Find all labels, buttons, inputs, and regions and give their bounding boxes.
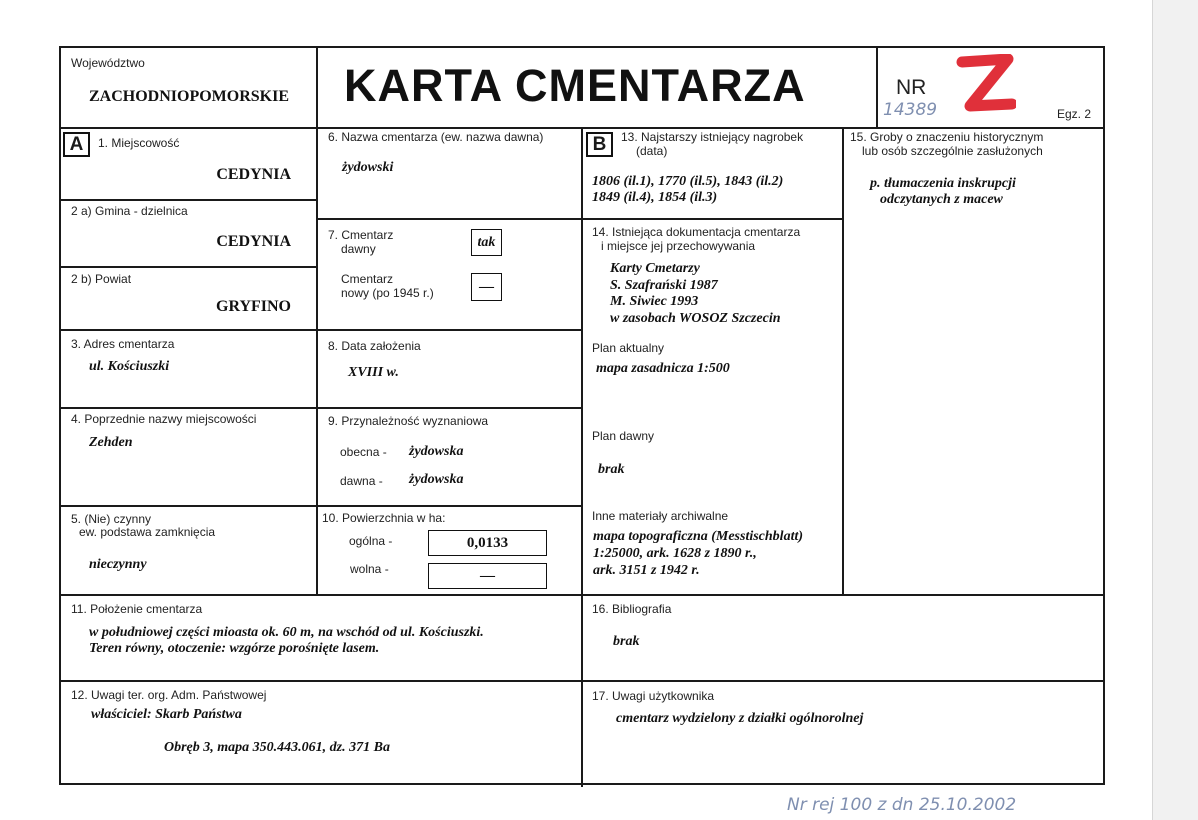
voivodeship-value: ZACHODNIOPOMORSKIE [89, 88, 290, 105]
field-1-value: CEDYNIA [216, 166, 291, 183]
section-b-marker: B [586, 132, 613, 157]
archival-line-3: ark. 3151 z 1942 r. [593, 563, 700, 578]
field-7-old-box: tak [471, 229, 502, 256]
field-9-former-value: żydowska [409, 472, 464, 487]
current-plan-value: mapa zasadnicza 1:500 [596, 361, 730, 376]
divider [316, 218, 581, 220]
field-5-sublabel: ew. podstawa zamknięcia [79, 525, 216, 539]
field-2b-label: 2 b) Powiat [71, 272, 132, 286]
archival-materials-label: Inne materiały archiwalne [592, 509, 729, 523]
field-12-line-1: właściciel: Skarb Państwa [91, 707, 242, 722]
divider [581, 218, 842, 220]
field-8-value: XVIII w. [348, 365, 399, 380]
field-3-label: 3. Adres cmentarza [71, 337, 175, 351]
field-1-label: 1. Miejscowość [98, 136, 180, 150]
red-z-stamp [956, 54, 1016, 116]
handwritten-registration-note: Nr rej 100 z dn 25.10.2002 [787, 795, 1017, 815]
divider [876, 48, 878, 128]
divider [842, 128, 844, 594]
divider [61, 329, 581, 331]
divider [61, 505, 581, 507]
field-11-label: 11. Położenie cmentarza [71, 602, 203, 616]
divider [316, 48, 318, 594]
field-6-value: żydowski [342, 160, 394, 175]
field-15-label: 15. Groby o znaczeniu historycznym [850, 130, 1044, 144]
field-5-value: nieczynny [89, 557, 147, 572]
field-7-old-label: dawny [341, 242, 376, 256]
field-2b-value: GRYFINO [216, 298, 291, 315]
page-edge [1152, 0, 1198, 820]
field-7-label: 7. Cmentarz [328, 228, 394, 242]
field-14-line-4: w zasobach WOSOZ Szczecin [610, 311, 781, 326]
field-7-new-sublabel: nowy (po 1945 r.) [341, 286, 434, 300]
divider [61, 680, 1105, 682]
divider [61, 594, 1105, 596]
field-13-label: 13. Najstarszy istniejący nagrobek [621, 130, 804, 144]
section-a-marker: A [63, 132, 90, 157]
field-7-new-box: — [471, 273, 502, 301]
field-13-value-2: 1849 (il.4), 1854 (il.3) [592, 190, 718, 205]
divider [61, 127, 1105, 129]
field-14-line-2: S. Szafrański 1987 [610, 278, 718, 293]
field-9-label: 9. Przynależność wyznaniowa [328, 414, 489, 428]
field-9-current-value: żydowska [409, 444, 464, 459]
divider [581, 128, 583, 787]
field-4-value: Zehden [89, 435, 133, 450]
nr-label: NR [896, 76, 927, 99]
archival-line-2: 1:25000, ark. 1628 z 1890 r., [593, 546, 757, 561]
field-13-sublabel: (data) [636, 144, 668, 158]
field-12-label: 12. Uwagi ter. org. Adm. Państwowej [71, 688, 267, 702]
copy-number: Egz. 2 [1057, 107, 1092, 121]
field-15-sublabel: lub osób szczególnie zasłużonych [862, 144, 1043, 158]
field-5-label: 5. (Nie) czynny [71, 512, 152, 526]
field-17-label: 17. Uwagi użytkownika [592, 689, 715, 703]
field-14-line-1: Karty Cmetarzy [610, 261, 700, 276]
divider [61, 199, 316, 201]
divider [61, 407, 581, 409]
field-9-former-label: dawna - [340, 474, 383, 488]
field-9-current-label: obecna - [340, 445, 387, 459]
field-14-sublabel: i miejsce jej przechowywania [601, 239, 756, 253]
field-14-label: 14. Istniejąca dokumentacja cmentarza [592, 225, 801, 239]
field-17-value: cmentarz wydzielony z działki ogólnorolnej [616, 711, 864, 726]
handwritten-number: 14389 [883, 100, 938, 120]
field-10-free-box: — [428, 563, 547, 589]
field-15-value-1: p. tłumaczenia inskrupcji [870, 176, 1016, 191]
field-10-total-label: ogólna - [349, 534, 393, 548]
field-4-label: 4. Poprzednie nazwy miejscowości [71, 412, 257, 426]
field-13-value-1: 1806 (il.1), 1770 (il.5), 1843 (il.2) [592, 174, 784, 189]
divider [61, 266, 316, 268]
field-3-value: ul. Kościuszki [89, 359, 170, 374]
field-2a-label: 2 a) Gmina - dzielnica [71, 204, 188, 218]
archival-line-1: mapa topograficzna (Messtischblatt) [593, 529, 804, 544]
field-8-label: 8. Data założenia [328, 339, 421, 353]
field-10-label: 10. Powierzchnia w ha: [322, 511, 446, 525]
field-11-line-1: w południowej części mioasta ok. 60 m, na wschód od ul. Kościuszki. [89, 625, 484, 640]
field-7-new-label: Cmentarz [341, 272, 394, 286]
field-11-line-2: Teren równy, otoczenie: wzgórze porośnięte lasem. [89, 641, 380, 656]
field-16-value: brak [613, 634, 640, 649]
voivodeship-label: Województwo [71, 56, 145, 70]
cemetery-card-form [59, 46, 1105, 785]
former-plan-value: brak [598, 462, 625, 477]
field-15-value-2: odczytanych z macew [880, 192, 1003, 207]
field-2a-value: CEDYNIA [216, 233, 291, 250]
field-10-total-box: 0,0133 [428, 530, 547, 556]
page-title: KARTA CMENTARZA [344, 60, 806, 111]
former-plan-label: Plan dawny [592, 429, 655, 443]
current-plan-label: Plan aktualny [592, 341, 665, 355]
field-10-free-label: wolna - [350, 562, 389, 576]
field-16-label: 16. Bibliografia [592, 602, 672, 616]
field-6-label: 6. Nazwa cmentarza (ew. nazwa dawna) [328, 130, 544, 144]
field-12-line-2: Obręb 3, mapa 350.443.061, dz. 371 Ba [164, 740, 390, 755]
field-14-line-3: M. Siwiec 1993 [610, 294, 699, 309]
